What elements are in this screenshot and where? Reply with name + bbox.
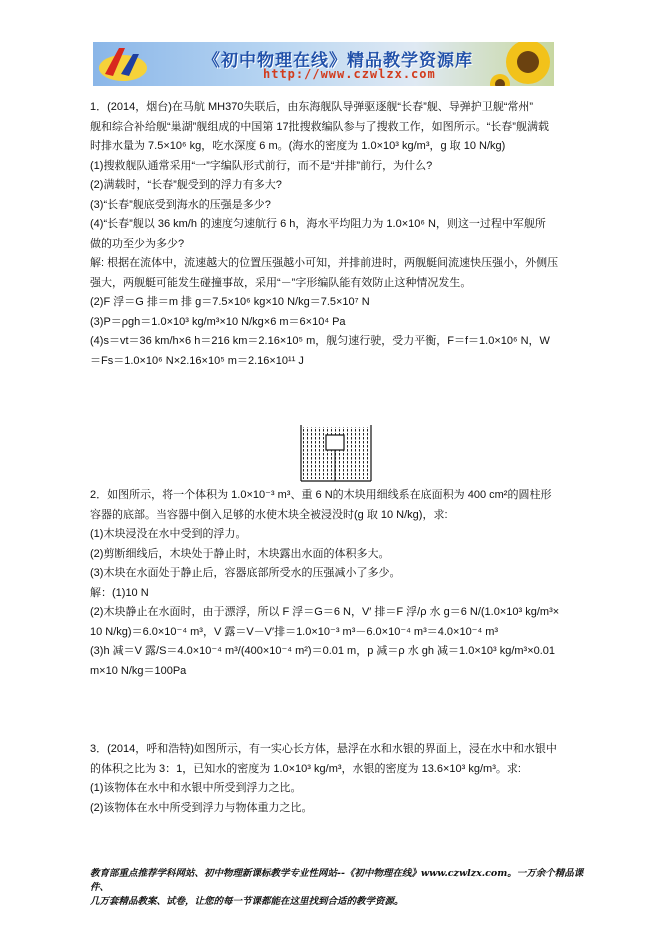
- q2-answer-line: 10 N/kg)＝6.0×10⁻⁴ m³，V 露＝V－V′排＝1.0×10⁻³ m³－6.0×10⁻⁴ m³＝4.0×10⁻⁴ m³: [90, 625, 499, 638]
- container-diagram: [298, 425, 374, 483]
- q3-line: 3．(2014，呼和浩特)如图所示，有一实心长方体，悬浮在水和水银的界面上，浸在水中和水银中: [90, 743, 557, 755]
- q1-line: 1．(2014，烟台)在马航 MH370失联后，由东海舰队导弹驱逐舰“长春”舰、导弹护卫舰“常州”: [90, 101, 534, 113]
- q1-answer-line: 强大，两舰艇可能发生碰撞事故，采用“－”字形编队能有效防止这种情况发生。: [90, 276, 472, 289]
- banner-url[interactable]: http://www.czwlzx.com: [263, 67, 436, 81]
- q3-line: 的体积之比为 3：1，已知水的密度为 1.0×10³ kg/m³，水银的密度为 13.6×10³ kg/m³。求:: [90, 762, 521, 775]
- q2-answer-line: m×10 N/kg＝100Pa: [90, 664, 187, 677]
- q2-line: (1)木块浸没在水中受到的浮力。: [90, 528, 247, 540]
- banner-title: 《初中物理在线》精品教学资源库: [203, 51, 473, 71]
- sunflower-icon: [490, 42, 554, 86]
- q1-answer-line: (2)F 浮＝G 排＝m 排 g＝7.5×10⁶ kg×10 N/kg＝7.5×10⁷ N: [90, 296, 370, 308]
- q1-answer-line: ＝Fs＝1.0×10⁶ N×2.16×10⁵ m＝2.16×10¹¹ J: [90, 354, 304, 367]
- q1-line: (2)满载时，“长春”舰受到的浮力有多大?: [90, 179, 282, 191]
- q2-answer-line: (3)h 减＝V 露/S＝4.0×10⁻⁴ m³/(400×10⁻⁴ m²)＝0.01 m，p 减＝ρ 水 gh 减＝1.0×10³ kg/m³×0.01: [90, 645, 556, 657]
- q2-line: (3)木块在水面处于静止后，容器底部所受水的压强减小了多少。: [90, 567, 401, 579]
- footer-line: 几万套精品教案、试卷，让您的每一节课都能在这里找到合适的教学资源。: [90, 896, 404, 907]
- footer-line: 教育部重点推荐学科网站、初中物理新课标教学专业性网站--《初中物理在线》www.czwlzx.com。一万余个精品课件、: [90, 868, 584, 893]
- q2-line: 容器的底部。当容器中倒入足够的水使木块全被浸没时(g 取 10 N/kg)，求:: [90, 508, 448, 521]
- q2-answer-line: (2)木块静止在水面时，由于漂浮，所以 F 浮＝G＝6 N，V′ 排＝F 浮/ρ 水 g＝6 N/(1.0×10³ kg/m³×: [90, 606, 560, 618]
- q3-line: (1)该物体在水中和水银中所受到浮力之比。: [90, 782, 302, 794]
- question-1: [90, 98, 585, 371]
- q3-line: (2)该物体在水中所受到浮力与物体重力之比。: [90, 801, 313, 814]
- q1-answer-line: 解: 根据在流体中，流速越大的位置压强越小可知，并排前进时，两舰艇间流速快压强小，外侧压: [90, 257, 559, 269]
- q2-line: 2．如图所示，将一个体积为 1.0×10⁻³ m³、重 6 N的木块用细线系在底面积为 400 cm²的圆柱形: [90, 489, 552, 501]
- header-banner: [93, 42, 554, 86]
- q1-line: (1)搜救舰队通常采用“一”字编队形式前行，而不是“并排”前行，为什么?: [90, 159, 433, 172]
- question-3: [90, 740, 585, 818]
- q1-line: 做的功至少为多少?: [90, 237, 185, 250]
- question-2: [90, 486, 585, 681]
- q2-line: (2)剪断细线后，木块处于静止时，木块露出水面的体积多大。: [90, 547, 390, 560]
- page-footer: [90, 867, 590, 909]
- q1-line: 时排水量为 7.5×10⁶ kg，吃水深度 6 m。(海水的密度为 1.0×10³ kg/m³，g 取 10 N/kg): [90, 140, 506, 152]
- q1-answer-line: (3)P＝ρgh＝1.0×10³ kg/m³×10 N/kg×6 m＝6×10⁴ Pa: [90, 315, 346, 328]
- q1-line: (3)“长春”舰底受到海水的压强是多少?: [90, 198, 271, 211]
- site-logo: [95, 44, 153, 84]
- q1-answer-line: (4)s＝vt＝36 km/h×6 h＝216 km＝2.16×10⁵ m，舰匀速行驶，受力平衡，F＝f＝1.0×10⁶ N，W: [90, 335, 550, 347]
- q1-line: 舰和综合补给舰“巢湖”舰组成的中国第 17批搜救编队参与了搜救工作，如图所示。“长春”舰满载: [90, 120, 549, 133]
- q1-line: (4)“长春”舰以 36 km/h 的速度匀速航行 6 h，海水平均阻力为 1.0×10⁶ N，则这一过程中军舰所: [90, 218, 546, 230]
- q2-answer-line: 解：(1)10 N: [90, 586, 149, 599]
